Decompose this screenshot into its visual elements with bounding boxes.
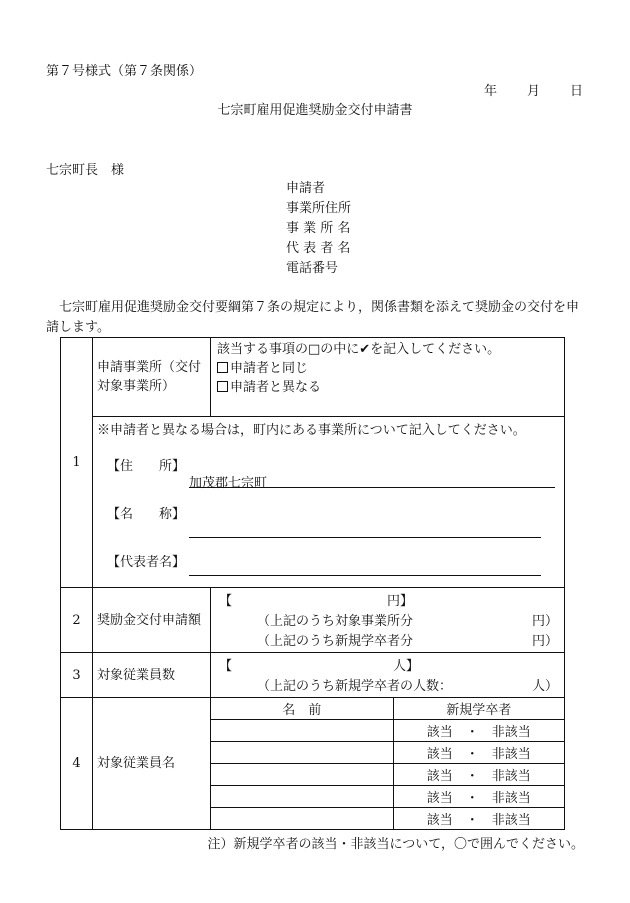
graduate-choice[interactable]: 該当 ・ 非該当 [393,764,564,786]
employee-row [211,808,564,830]
checkbox-icon[interactable] [217,381,228,392]
date-year-label: 年 [484,84,498,99]
sub-target-office: （上記のうち対象事業所分 [257,614,414,629]
name-line[interactable] [189,537,541,538]
row-label: 奨励金交付申請額 [93,588,211,653]
address-value[interactable]: 加茂郡七宗町 [189,476,268,491]
application-table [60,337,565,830]
option-cell [211,338,565,417]
employee-name-input[interactable] [211,720,393,742]
employee-names-cell [211,698,565,830]
bracket-close: 円】 [387,594,414,609]
address-label: 【住 所】 [107,459,186,474]
date-month-label: 月 [527,84,541,99]
employee-row [211,742,564,764]
address-line [189,487,555,488]
employee-table-header [211,698,564,720]
checkbox-icon[interactable] [217,362,228,373]
employee-count-cell[interactable] [211,653,565,698]
employee-table [211,698,564,829]
row-label: 対象従業員数 [93,653,211,698]
yen-close: 円） [532,634,559,649]
employee-name-input[interactable] [211,808,393,830]
body-text: 七宗町雇用促進奨励金交付要綱第７条の規定により，関係書類を添えて奨励金の交付を申請します。 [46,300,580,335]
representative-label: 代 表 者 名 [286,241,351,256]
employee-name-input[interactable] [211,786,393,808]
bracket-close: 人】 [393,659,420,674]
column-new-graduate: 新規学卒者 [393,698,564,720]
sub-new-graduate: （上記のうち新規学卒者分 [257,634,414,649]
row-label: 申請事業所（交付対象事業所） [93,338,211,417]
option-same[interactable]: 申請者と同じ [217,359,558,378]
row-label: 対象従業員名 [93,698,211,830]
employee-row [211,764,564,786]
different-note: ※申請者と異なる場合は，町内にある事業所について記入してください。 [97,423,526,438]
form-number: 第７号様式（第７条関係） [46,64,203,79]
bracket-open: 【 [219,659,233,674]
footnote: 注）新規学卒者の該当・非該当について，〇で囲んでください。 [207,837,584,852]
column-name: 名 前 [211,698,393,720]
date-day-label: 日 [570,84,584,99]
graduate-choice[interactable]: 該当 ・ 非該当 [393,786,564,808]
address-cell [93,417,565,588]
graduate-choice[interactable]: 該当 ・ 非該当 [426,813,531,828]
table-row [61,338,565,417]
representative-line[interactable] [189,575,541,576]
bracket-open: 【 [219,594,233,609]
table-row [61,653,565,698]
yen-close: 円） [532,614,559,629]
table-row [61,588,565,653]
phone-label: 電話番号 [286,261,339,276]
representative-name-label: 【代表者名】 [107,555,186,570]
applicant-label: 申請者 [286,181,326,196]
graduate-choice[interactable]: 該当 ・ 非該当 [393,742,564,764]
table-row [61,698,565,830]
row-number: 1 [61,338,93,588]
amount-cell[interactable] [211,588,565,653]
row-number: 4 [61,698,93,830]
sub-new-graduate-count: （上記のうち新規学卒者の人数： [257,679,453,694]
option-different[interactable]: 申請者と異なる [217,378,558,397]
person-close: 人） [532,679,559,694]
office-name-label: 事 業 所 名 [286,221,351,236]
graduate-choice[interactable]: 該当 ・ 非該当 [393,720,564,742]
applicant-block [286,179,351,279]
instruction-text: 該当する事項の□の中に✔を記入してください。 [217,342,501,357]
addressee: 七宗町長 様 [46,163,125,178]
employee-name-input[interactable] [211,764,393,786]
table-row [61,417,565,588]
name-label: 【名 称】 [107,507,186,522]
employee-name-input[interactable] [211,742,393,764]
row-number: 2 [61,588,93,653]
row-number: 3 [61,653,93,698]
office-address-label: 事業所住所 [286,201,352,216]
document-title: 七宗町雇用促進奨励金交付申請書 [217,103,413,118]
date-line [484,80,583,99]
employee-row [211,720,564,742]
employee-row [211,786,564,808]
